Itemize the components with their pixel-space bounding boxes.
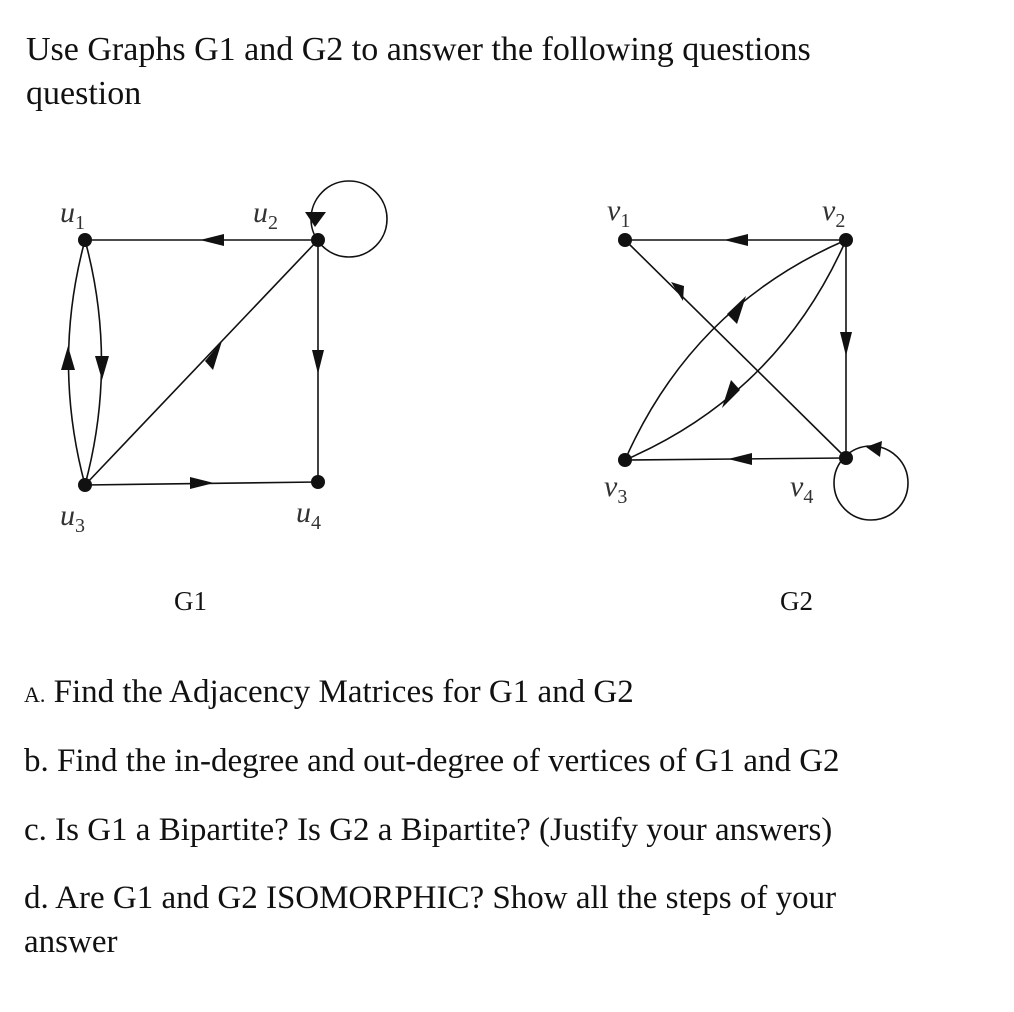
question-c: c. Is G1 a Bipartite? Is G2 a Bipartite? (Justify your answers) bbox=[24, 812, 833, 848]
question-a-text: Find the Adjacency Matrices for G1 and G2 bbox=[53, 674, 634, 710]
g2-vertex-v1 bbox=[618, 233, 632, 247]
question-d-line1: d. Are G1 and G2 ISOMORPHIC? Show all the steps of your bbox=[24, 880, 837, 916]
question-title-line2: question bbox=[26, 75, 142, 112]
g2-label-v4: $v_4$ bbox=[790, 470, 814, 508]
question-a bbox=[24, 670, 994, 717]
question-b: b. Find the in-degree and out-degree of vertices of G1 and G2 bbox=[24, 743, 840, 779]
g1-vertex-u4 bbox=[311, 475, 325, 489]
graph-g2 bbox=[604, 194, 908, 616]
g1-vertex-u2 bbox=[311, 233, 325, 247]
g2-edge-v4-v3 bbox=[625, 453, 846, 465]
g1-edge-u2-u4 bbox=[312, 240, 324, 482]
g1-vertex-u1 bbox=[78, 233, 92, 247]
question-title-line1: Use Graphs G1 and G2 to answer the following questions bbox=[26, 31, 811, 68]
question-d-line2: answer bbox=[24, 924, 118, 960]
g1-label-u2: $u_2$ bbox=[253, 196, 278, 234]
g2-vertex-v4 bbox=[839, 451, 853, 465]
g1-edge-u3-u4 bbox=[85, 477, 318, 489]
g1-caption: G1 bbox=[174, 586, 207, 616]
g2-label-v1: $v_1$ bbox=[607, 194, 631, 232]
g2-label-v2: $v_2$ bbox=[822, 194, 846, 232]
g1-edge-u3-u2 bbox=[85, 240, 318, 485]
question-d bbox=[24, 876, 994, 964]
g2-vertex-v2 bbox=[839, 233, 853, 247]
g2-caption: G2 bbox=[780, 586, 813, 616]
g2-vertex-v3 bbox=[618, 453, 632, 467]
g2-edge-v2-v4 bbox=[840, 240, 852, 458]
g2-label-v3: $v_3$ bbox=[604, 470, 628, 508]
g2-edge-v4-v1 bbox=[625, 240, 846, 458]
g1-label-u3: $u_3$ bbox=[60, 499, 85, 537]
g2-edge-v2-v1 bbox=[625, 234, 846, 246]
g1-vertex-u3 bbox=[78, 478, 92, 492]
g1-edge-u2-u1 bbox=[85, 234, 318, 246]
graph-g1 bbox=[60, 181, 387, 616]
g1-label-u4: $u_4$ bbox=[296, 496, 321, 534]
question-a-prefix: A. bbox=[24, 682, 46, 707]
g1-edge-u1-u3 bbox=[85, 240, 109, 485]
g1-edge-u3-u1 bbox=[61, 240, 85, 485]
g1-label-u1: $u_1$ bbox=[60, 196, 85, 234]
